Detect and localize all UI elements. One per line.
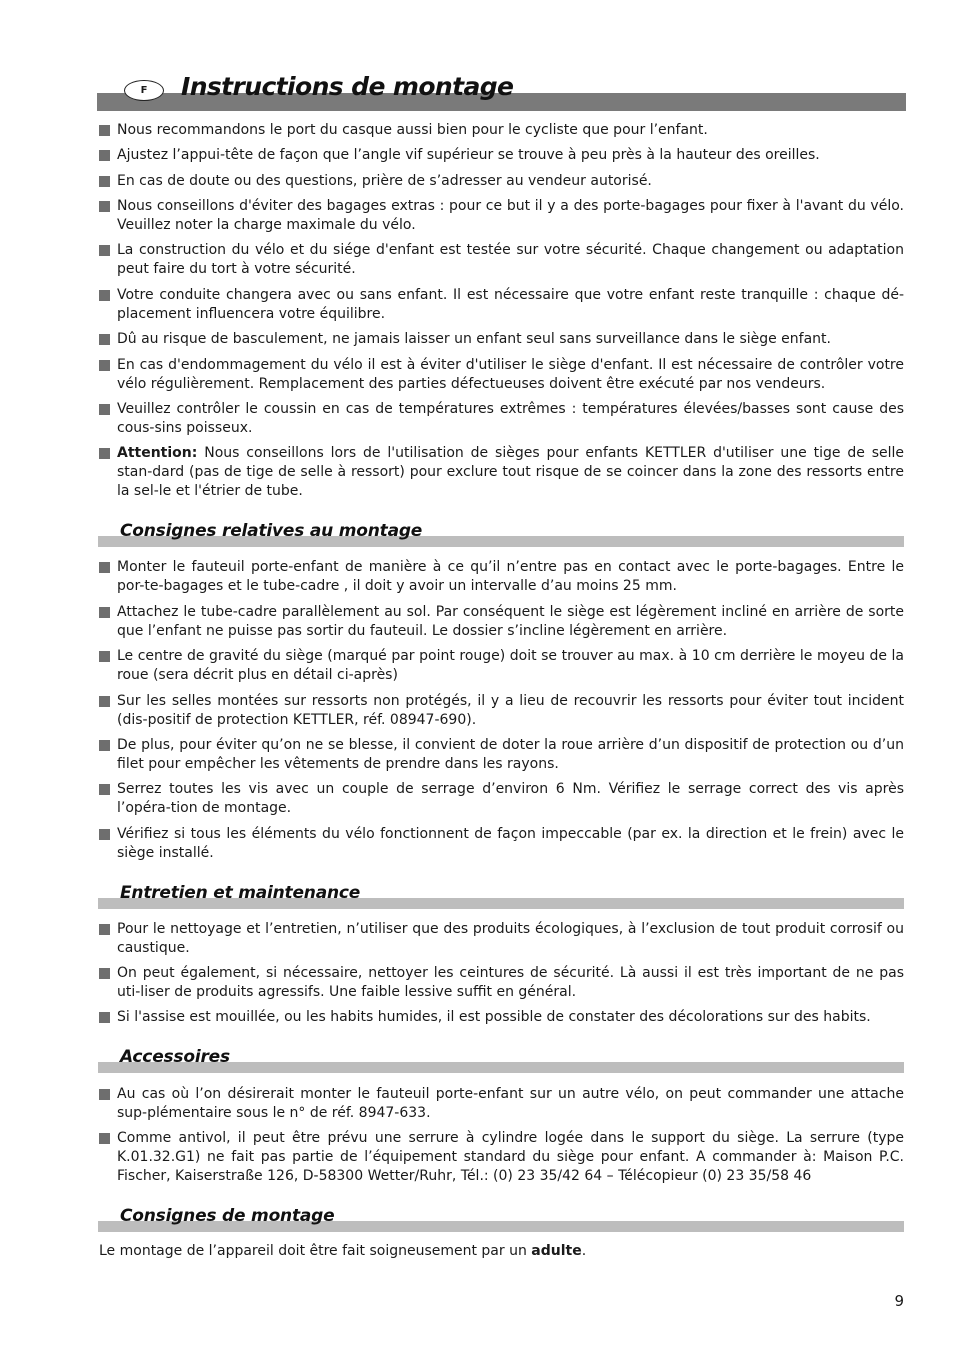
bullet-square-icon [99, 651, 110, 662]
list-item: De plus, pour éviter qu’on ne se blesse, il convient de doter la roue arrière d’un dispositif de protection ou d’un filet pour empêcher les vêtements de prendre dans les rayons. [99, 736, 904, 774]
bullet-square-icon [99, 829, 110, 840]
bullet-square-icon [99, 696, 110, 707]
list-item: Votre conduite changera avec ou sans enfant. Il est nécessaire que votre enfant reste tranquille : chaque dé-placement influencera votre équilibre. [99, 286, 904, 324]
list-item: Ajustez l’appui-tête de façon que l’angle vif supérieur se trouve à peu près à la hauteur des oreilles. [99, 146, 904, 165]
bullet-square-icon [99, 784, 110, 795]
list-item: En cas de doute ou des questions, prière de s’adresser au vendeur autorisé. [99, 172, 904, 191]
list-item: En cas d'endommagement du vélo il est à éviter d'utiliser le siège d'enfant. Il est nécessaire de contrôler votre vélo régulièrement. Remplacement des parties défectueuses doivent être exécuté par nos vendeurs. [99, 356, 904, 394]
bullet-square-icon [99, 125, 110, 136]
list-item: On peut également, si nécessaire, nettoyer les ceintures de sécurité. Là aussi il est très important de ne pas uti-liser de produits agressifs. Une faible lessive suffit en général. [99, 964, 904, 1002]
page-title: Instructions de montage [181, 72, 514, 101]
list-item: Dû au risque de basculement, ne jamais laisser un enfant seul sans surveillance dans le siège enfant. [99, 330, 904, 349]
bullet-square-icon [99, 740, 110, 751]
list-item: Nous recommandons le port du casque aussi bien pour le cycliste que pour l’enfant. [99, 121, 904, 140]
section-heading: Accessoires [98, 1045, 904, 1073]
bullet-square-icon [99, 245, 110, 256]
list-item: Comme antivol, il peut être prévu une serrure à cylindre logée dans le support du siège. La serrure (type K.01.32.G1) ne fait pas partie de l’équipement standard du siège pour enfant. A commander à: Maison P.C. Fischer, Kaiserstraße 126, D-58300 Wetter/Ruhr, Tél.: (0) 23 35/42 64 – Télécopieur (0) 23 35/58 46 [99, 1129, 904, 1186]
list-item: La construction du vélo et du siége d'enfant est testée sur votre sécurité. Chaque changement ou adaptation peut faire du tort à votre sécurité. [99, 241, 904, 279]
section-heading: Entretien et maintenance [98, 881, 904, 909]
list-item: Monter le fauteuil porte-enfant de manière à ce qu’il n’entre pas en contact avec le porte-bagages. Entre le por-te-bagages et le tube-cadre , il doit y avoir un intervalle d’au moins 25 mm. [99, 558, 904, 596]
list-item: Le centre de gravité du siège (marqué par point rouge) doit se trouver au max. à 10 cm derrière le moyeu de la roue (sera décrit plus en détail ci-après) [99, 647, 904, 685]
list-item: Attachez le tube-cadre parallèlement au sol. Par conséquent le siège est légèrement incliné en arrière de sorte que l’enfant ne puisse pas sortir du fauteuil. Le dossier s’incline légèrement en arrière. [99, 603, 904, 641]
list-item: Au cas où l’on désirerait monter le fauteuil porte-enfant sur un autre vélo, on peut commander une attache sup-plémentaire sous le n° de réf. 8947-633. [99, 1085, 904, 1123]
section-heading: Consignes de montage [98, 1204, 904, 1232]
list-item: Serrez toutes les vis avec un couple de serrage d’environ 6 Nm. Vérifiez le serrage correct des vis après l’opéra-tion de montage. [99, 780, 904, 818]
attention-label: Attention: [117, 445, 198, 461]
bullet-square-icon [99, 201, 110, 212]
bullet-square-icon [99, 1133, 110, 1144]
bullet-square-icon [99, 1089, 110, 1100]
list-item: Pour le nettoyage et l’entretien, n’utiliser que des produits écologiques, à l’exclusion de tout produit corrosif ou caustique. [99, 920, 904, 958]
bullet-square-icon [99, 404, 110, 415]
bullet-square-icon [99, 334, 110, 345]
list-item: Sur les selles montées sur ressorts non protégés, il y a lieu de recouvrir les ressorts pour éviter tout incident (dis-positif de protection KETTLER, réf. 08947-690). [99, 692, 904, 730]
bullet-square-icon [99, 448, 110, 459]
bullet-square-icon [99, 968, 110, 979]
page-number: 9 [894, 1292, 904, 1310]
bullet-square-icon [99, 562, 110, 573]
bullet-square-icon [99, 176, 110, 187]
language-badge: F [124, 80, 164, 101]
bullet-square-icon [99, 150, 110, 161]
attention-item: Attention: Nous conseillons lors de l'utilisation de sièges pour enfants KETTLER d'utiliser une tige de selle stan-dard (pas de tige de selle à ressort) pour exclure tout risque de se coincer dans la zone des ressorts entre la sel-le et l'étrier de tube. [99, 444, 904, 501]
bullet-square-icon [99, 1012, 110, 1023]
list-item: Vérifiez si tous les éléments du vélo fonctionnent de façon impeccable (par ex. la direction et le frein) avec le siège installé. [99, 825, 904, 863]
bullet-square-icon [99, 924, 110, 935]
bullet-square-icon [99, 607, 110, 618]
bullet-square-icon [99, 360, 110, 371]
section-heading: Consignes relatives au montage [98, 519, 904, 547]
list-item: Si l'assise est mouillée, ou les habits humides, il est possible de constater des décolorations sur des habits. [99, 1008, 904, 1027]
list-item: Veuillez contrôler le coussin en cas de températures extrêmes : températures élevées/basses sont cause des cous-sins poisseux. [99, 400, 904, 438]
final-note: Le montage de l’appareil doit être fait soigneusement par un adulte. [99, 1243, 587, 1259]
list-item: Nous conseillons d'éviter des bagages extras : pour ce but il y a des porte-bagages pour fixer à l'avant du vélo. Veuillez noter la charge maximale du vélo. [99, 197, 904, 235]
bullet-square-icon [99, 290, 110, 301]
